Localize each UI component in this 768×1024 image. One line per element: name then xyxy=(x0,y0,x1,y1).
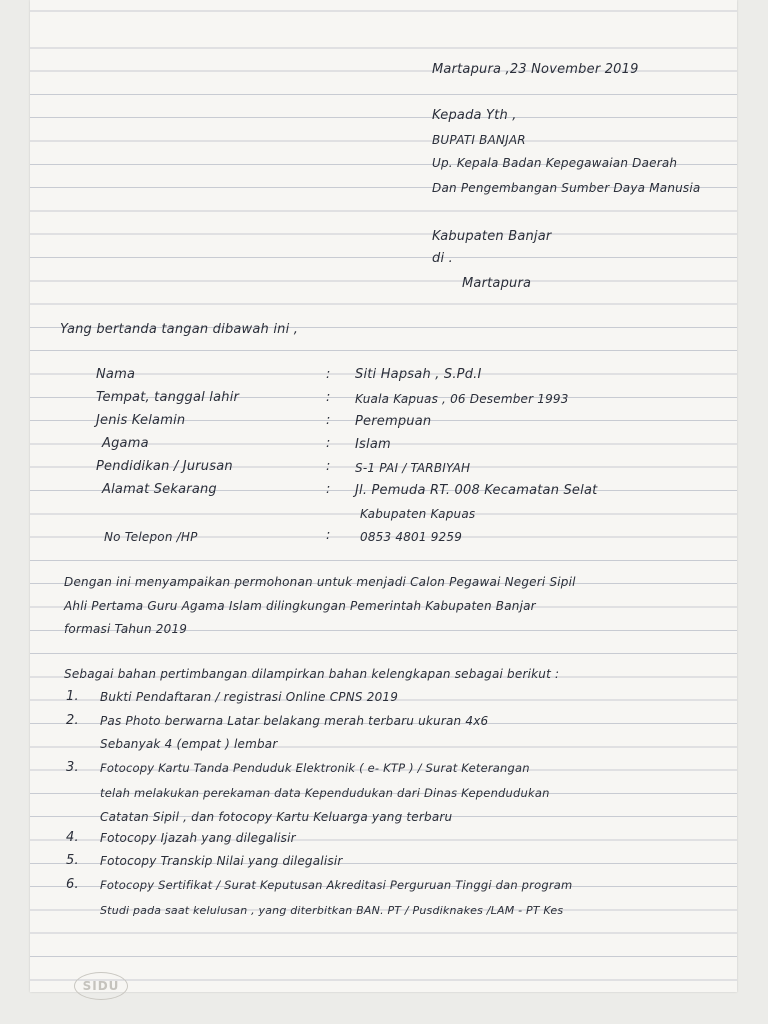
attachment-line: Pas Photo berwarna Latar belakang merah terbaru ukuran 4x6 xyxy=(100,714,489,728)
body-line: Dengan ini menyampaikan permohonan untuk menjadi Calon Pegawai Negeri Sipil xyxy=(64,575,576,589)
attachments-intro: Sebagai bahan pertimbangan dilampirkan bahan kelengkapan sebagai berikut : xyxy=(64,667,560,681)
attachment-number: 4. xyxy=(66,830,79,845)
field-value: Islam xyxy=(355,437,391,452)
body-line: formasi Tahun 2019 xyxy=(64,622,188,636)
field-value: Kuala Kapuas , 06 Desember 1993 xyxy=(355,392,569,406)
recipient-line: Kepada Yth , xyxy=(432,108,517,123)
attachment-number: 5. xyxy=(66,853,79,868)
attachment-line: Catatan Sipil , dan fotocopy Kartu Keluarga yang terbaru xyxy=(100,810,453,824)
field-value: Perempuan xyxy=(355,414,432,429)
field-value-continued: Kabupaten Kapuas xyxy=(360,507,476,521)
attachment-number: 3. xyxy=(66,760,79,775)
field-label: Agama xyxy=(102,436,149,451)
field-colon: : xyxy=(326,367,331,382)
attachment-line: Sebanyak 4 (empat ) lembar xyxy=(100,737,278,751)
paper-brand-logo: SIDU xyxy=(74,972,128,1000)
place-date: Martapura ,23 November 2019 xyxy=(432,62,639,77)
field-colon: : xyxy=(326,436,331,451)
field-label: Nama xyxy=(96,367,136,382)
body-line: Ahli Pertama Guru Agama Islam dilingkungan Pemerintah Kabupaten Banjar xyxy=(64,599,536,613)
field-label: Pendidikan / Jurusan xyxy=(96,459,233,474)
recipient-line: Up. Kepala Badan Kepegawaian Daerah xyxy=(432,156,678,170)
field-value: 0853 4801 9259 xyxy=(360,530,463,544)
recipient-line: di . xyxy=(432,251,453,266)
attachment-line: Bukti Pendaftaran / registrasi Online CPNS 2019 xyxy=(100,690,399,704)
field-label: Alamat Sekarang xyxy=(102,482,217,497)
attachment-line: Fotocopy Ijazah yang dilegalisir xyxy=(100,831,296,845)
field-colon: : xyxy=(326,528,331,543)
attachment-line: telah melakukan perekaman data Kependudukan dari Dinas Kependudukan xyxy=(100,786,550,800)
field-value: Siti Hapsah , S.Pd.I xyxy=(355,367,482,382)
recipient-line: Dan Pengembangan Sumber Daya Manusia xyxy=(432,181,701,195)
attachment-line: Fotocopy Kartu Tanda Penduduk Elektronik ( e- KTP ) / Surat Keterangan xyxy=(100,761,530,775)
attachment-line: Studi pada saat kelulusan , yang diterbitkan BAN. PT / Pusdiknakes /LAM - PT Kes xyxy=(100,904,564,917)
field-value: S-1 PAI / TARBIYAH xyxy=(355,461,471,475)
attachment-number: 1. xyxy=(66,689,79,704)
attachment-line: Fotocopy Sertifikat / Surat Keputusan Akreditasi Perguruan Tinggi dan program xyxy=(100,878,573,892)
attachment-number: 2. xyxy=(66,713,79,728)
field-colon: : xyxy=(326,413,331,428)
attachment-line: Fotocopy Transkip Nilai yang dilegalisir xyxy=(100,854,343,868)
field-colon: : xyxy=(326,390,331,405)
field-label: No Telepon /HP xyxy=(104,530,198,544)
recipient-line: Kabupaten Banjar xyxy=(432,229,552,244)
field-colon: : xyxy=(326,482,331,497)
attachment-number: 6. xyxy=(66,877,79,892)
field-label: Jenis Kelamin xyxy=(96,413,186,428)
opening-line: Yang bertanda tangan dibawah ini , xyxy=(60,322,299,337)
field-colon: : xyxy=(326,459,331,474)
field-label: Tempat, tanggal lahir xyxy=(96,390,240,405)
recipient-line: BUPATI BANJAR xyxy=(432,133,526,147)
recipient-line: Martapura xyxy=(462,276,532,291)
field-value: Jl. Pemuda RT. 008 Kecamatan Selat xyxy=(355,483,598,498)
